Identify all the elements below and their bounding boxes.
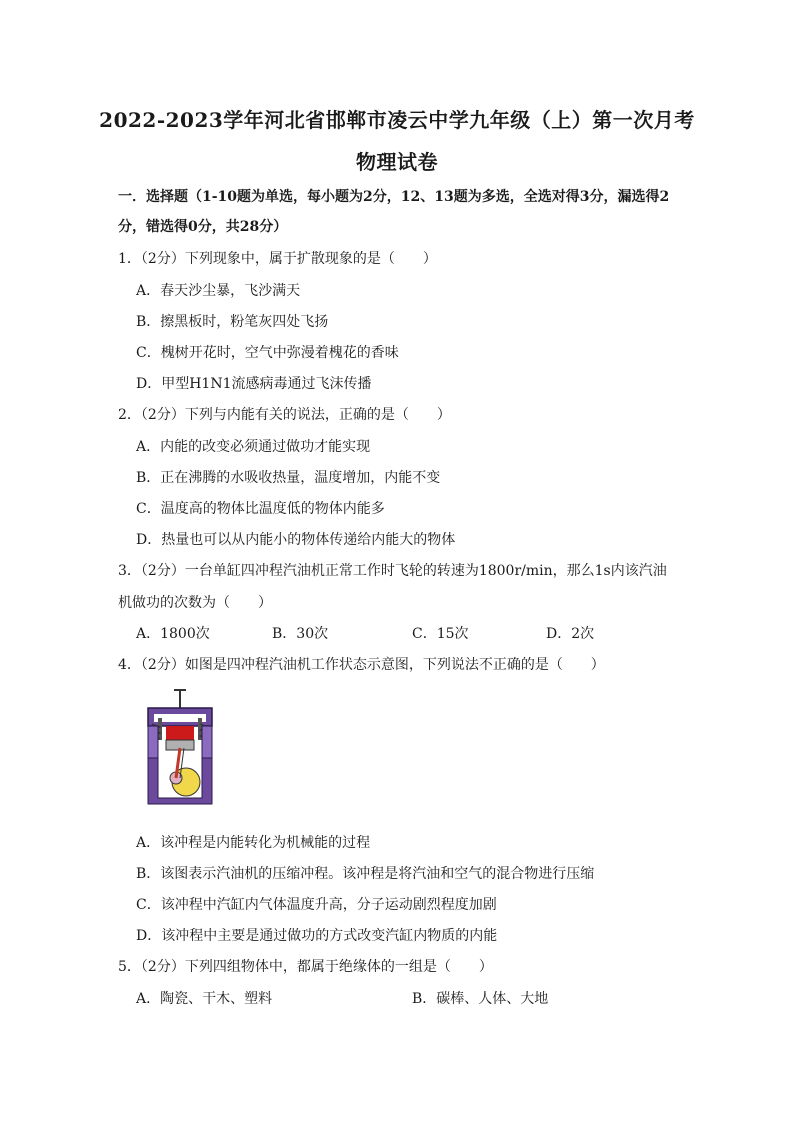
question-3-option-a: A．1800次: [136, 626, 210, 642]
question-1-option-a: A．春天沙尘暴，飞沙满天: [136, 283, 301, 299]
question-1-stem: 1．（2分）下列现象中，属于扩散现象的是（ ）: [118, 251, 437, 267]
question-3-stem-line1: 3．（2分）一台单缸四冲程汽油机正常工作时飞轮的转速为1800r/min，那么1s内该汽油: [118, 563, 667, 579]
question-2-option-b: B．正在沸腾的水吸收热量，温度增加，内能不变: [136, 470, 441, 486]
section-heading-line1: 一．选择题（1-10题为单选，每小题为2分，12、13题为多选，全选对得3分，漏选得2: [118, 189, 670, 205]
section-heading-line2: 分，错选得0分，共28分）: [118, 219, 288, 235]
question-4-stem: 4．（2分）如图是四冲程汽油机工作状态示意图，下列说法不正确的是（ ）: [118, 657, 605, 673]
question-1-option-d: D．甲型H1N1流感病毒通过飞沫传播: [136, 376, 372, 392]
question-4-option-d: D．该冲程中主要是通过做功的方式改变汽缸内物质的内能: [136, 928, 498, 944]
compressed-gas: [166, 726, 194, 740]
question-5-stem: 5．（2分）下列四组物体中，都属于绝缘体的一组是（ ）: [118, 959, 493, 975]
question-5-option-a: A．陶瓷、干木、塑料: [136, 991, 273, 1007]
cylinder-wall-right: [202, 726, 212, 758]
question-2-option-d: D．热量也可以从内能小的物体传递给内能大的物体: [136, 532, 456, 548]
question-4-option-a: A．该冲程是内能转化为机械能的过程: [136, 835, 371, 851]
question-2-stem: 2．（2分）下列与内能有关的说法，正确的是（ ）: [118, 407, 451, 423]
question-4-option-c: C．该冲程中汽缸内气体温度升高，分子运动剧烈程度加剧: [136, 897, 497, 913]
exam-title-line1: 2022-2023学年河北省邯郸市凌云中学九年级（上）第一次月考: [99, 108, 695, 132]
question-3-option-b: B．30次: [272, 626, 329, 642]
four-stroke-engine-illustration: [140, 688, 220, 812]
intake-valve: [158, 718, 162, 740]
question-1-option-c: C．槐树开花时，空气中弥漫着槐花的香味: [136, 345, 399, 361]
exam-title-line2: 物理试卷: [356, 150, 438, 174]
question-3-stem-line2: 机做功的次数为（ ）: [118, 595, 272, 611]
engine-diagram: [140, 688, 220, 812]
question-4-option-b: B．该图表示汽油机的压缩冲程。该冲程是将汽油和空气的混合物进行压缩: [136, 866, 595, 882]
question-5-option-b: B．碳棒、人体、大地: [412, 991, 549, 1007]
question-3-option-c: C．15次: [412, 626, 469, 642]
cylinder-wall-left: [148, 726, 158, 758]
question-2-option-c: C．温度高的物体比温度低的物体内能多: [136, 501, 385, 517]
question-2-option-a: A．内能的改变必须通过做功才能实现: [136, 439, 371, 455]
question-1-option-b: B．擦黑板时，粉笔灰四处飞扬: [136, 314, 329, 330]
question-3-option-d: D．2次: [546, 626, 595, 642]
